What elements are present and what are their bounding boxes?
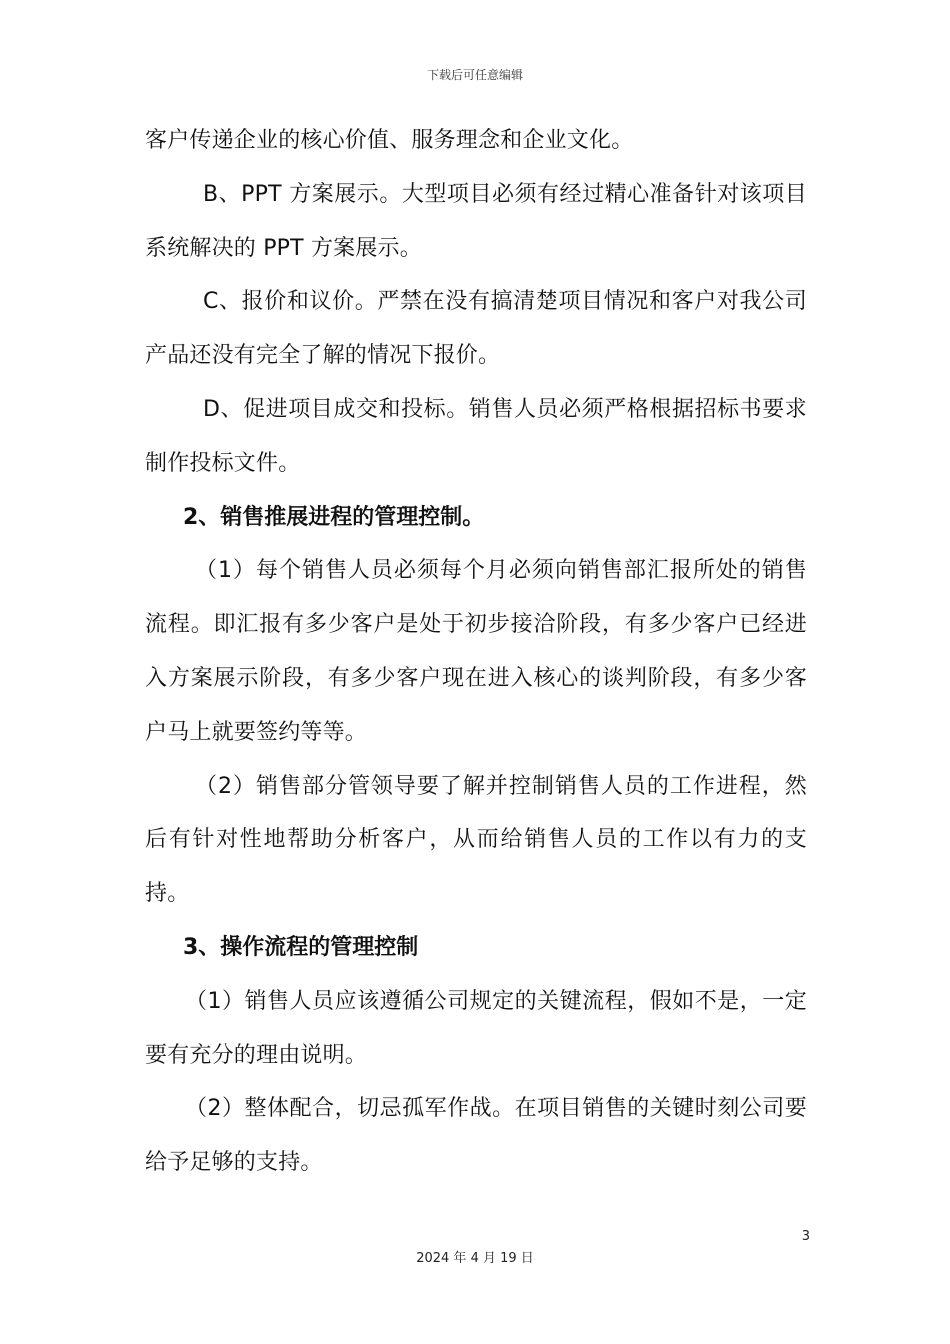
paragraph-bidding: D、促进项目成交和投标。销售人员必须严格根据招标书要求制作投标文件。 [145,396,807,476]
document-body [145,114,807,1190]
paragraph-team-support: （2）整体配合，切忌孤军作战。在项目销售的关键时刻公司要给予足够的支持。 [145,1096,807,1176]
paragraph-ppt-presentation: B、PPT 方案展示。大型项目必须有经过精心准备针对该项目系统解决的 PPT 方案展示。 [145,181,807,261]
page-number: 3 [801,1229,810,1244]
paragraph-core-values: 客户传递企业的核心价值、服务理念和企业文化。 [145,128,634,153]
paragraph-sales-report: （1）每个销售人员必须每个月必须向销售部汇报所处的销售流程。即汇报有多少客户是处于初步接洽阶段，有多少客户已经进入方案展示阶段，有多少客户现在进入核心的谈判阶段，有多少客户马上就要签约等等。 [145,558,807,745]
footer-date: 2024 年 4 月 19 日 [416,1251,534,1266]
section-heading-2: 2、销售推展进程的管理控制。 [183,504,485,530]
section-heading-3: 3、操作流程的管理控制 [183,934,419,960]
paragraph-quotation: C、报价和议价。严禁在没有搞清楚项目情况和客户对我公司产品还没有完全了解的情况下报价。 [145,289,807,369]
paragraph-leader-control: （2）销售部分管领导要了解并控制销售人员的工作进程，然后有针对性地帮助分析客户，从而给销售人员的工作以有力的支持。 [145,773,807,907]
header-note: 下载后可任意编辑 [426,68,523,82]
paragraph-follow-process: （1）销售人员应该遵循公司规定的关键流程，假如不是，一定要有充分的理由说明。 [145,988,807,1068]
